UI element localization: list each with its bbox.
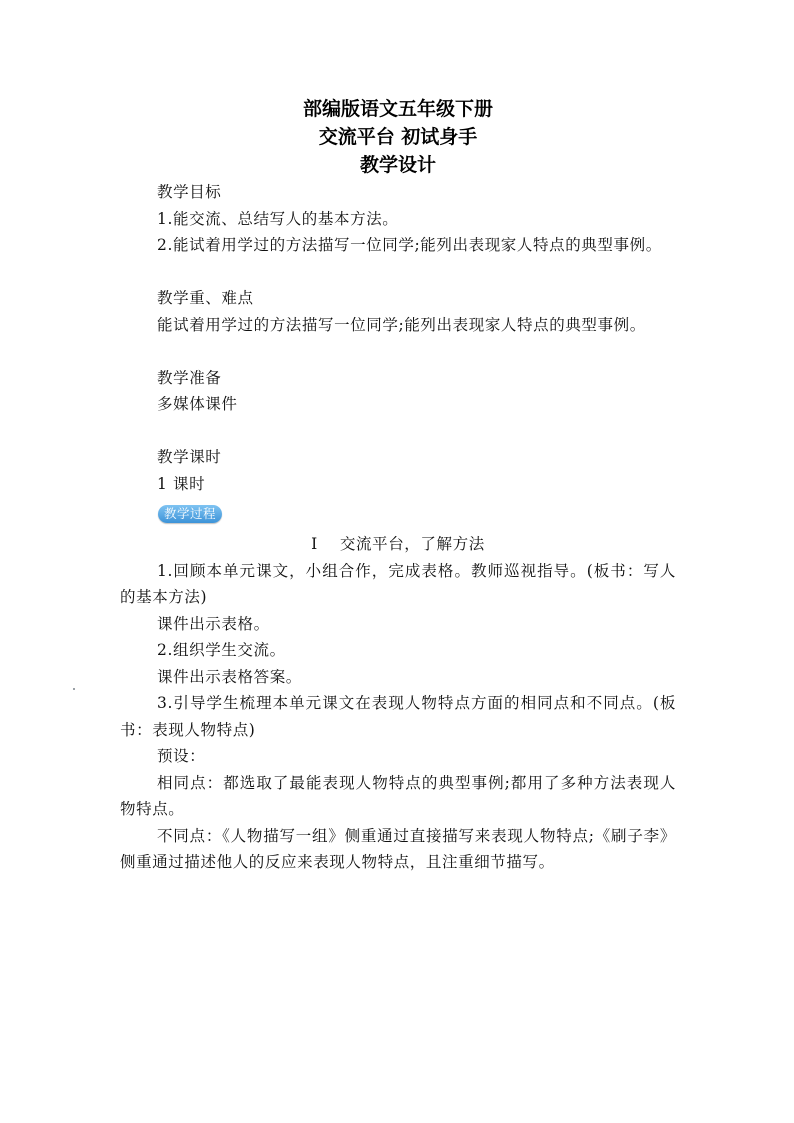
section-1-paragraph-8: 不同点：《人物描写一组》侧重通过直接描写来表现人物特点;《刷子李》侧重通过描述他人的反应来表现人物特点，且注重细节描写。	[120, 826, 676, 871]
process-tag-badge: 教学过程	[158, 505, 222, 523]
goals-item-2: 2.能试着用学过的方法描写一位同学;能列出表现家人特点的典型事例。	[157, 236, 662, 254]
document-page	[120, 95, 676, 876]
key-points-text: 能试着用学过的方法描写一位同学;能列出表现家人特点的典型事例。	[157, 315, 646, 334]
section-1-paragraph-3: 2.组织学生交流。	[157, 641, 286, 659]
section-1-paragraph-5: 3.引导学生梳理本单元课文在表现人物特点方面的相同点和不同点。(板书：表现人物特点)	[120, 694, 676, 739]
document-title-line2: 交流平台 初试身手	[318, 126, 478, 148]
key-points-heading: 教学重、难点	[157, 289, 254, 307]
spacer	[120, 418, 676, 445]
section-1-title-text: 交流平台，了解方法	[339, 535, 485, 553]
spacer	[120, 259, 676, 286]
section-1-title	[120, 531, 676, 558]
section-1-paragraph-1: 1.回顾本单元课文，小组合作，完成表格。教师巡视指导。(板书：写人的基本方法)	[120, 561, 676, 606]
margin-mark	[73, 688, 75, 690]
document-title-line1: 部编版语文五年级下册	[302, 98, 493, 120]
preparation-heading: 教学准备	[157, 368, 222, 387]
section-1-paragraph-6: 预设：	[157, 747, 206, 765]
section-1-paragraph-4: 课件出示表格答案。	[157, 667, 302, 686]
goals-heading: 教学目标	[157, 183, 222, 201]
hours-heading: 教学课时	[157, 448, 222, 466]
process-tag-row	[120, 497, 676, 531]
goals-item-1: 1.能交流、总结写人的基本方法。	[157, 209, 399, 228]
document-title-line3: 教学设计	[359, 154, 436, 176]
preparation-text: 多媒体课件	[157, 395, 238, 413]
section-1-paragraph-7: 相同点：都选取了最能表现人物特点的典型事例;都用了多种方法表现人物特点。	[120, 773, 676, 818]
spacer	[120, 338, 676, 365]
hours-text: 1 课时	[157, 474, 206, 493]
section-1-number: Ⅰ	[311, 535, 318, 553]
section-1-paragraph-2: 课件出示表格。	[157, 614, 270, 633]
